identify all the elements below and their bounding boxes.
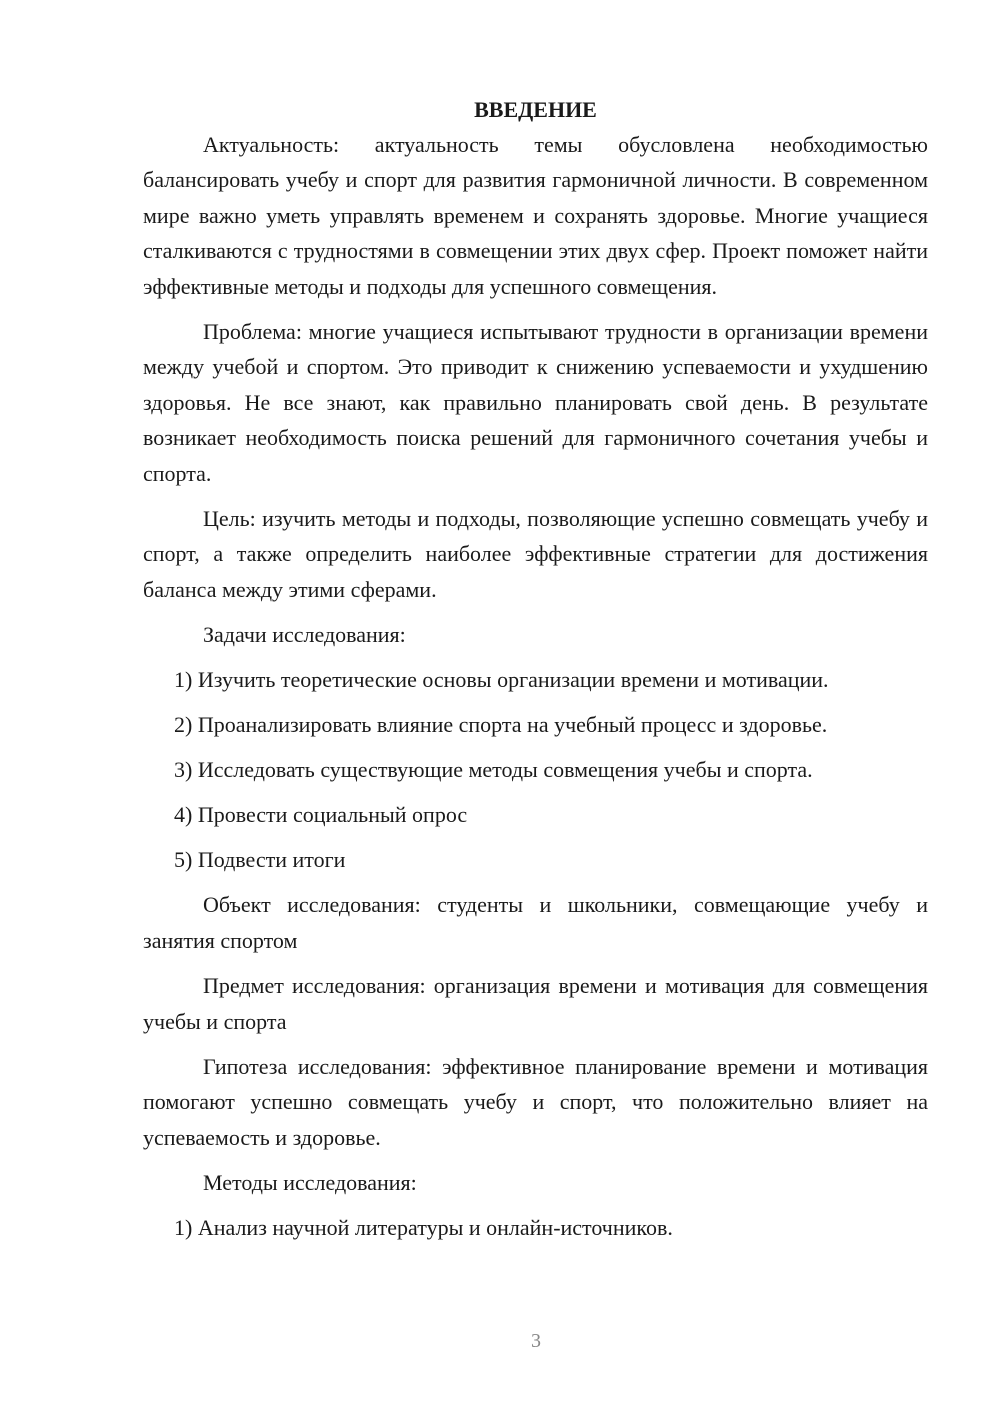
method-item-1: 1) Анализ научной литературы и онлайн-источников. (174, 1215, 673, 1241)
methods-label: Методы исследования: (203, 1170, 417, 1196)
object-paragraph: Объект исследования: студенты и школьники, совмещающие учебу и занятия спортом (143, 892, 928, 953)
problem-paragraph: Проблема: многие учащиеся испытывают трудности в организации времени между учебой и спортом. Это приводит к снижению успеваемости и ухудшению здоровья. Не все знают, как правильно планировать свой день. В результате возникает необходимость поиска решений для гармоничного сочетания учебы и спорта. (143, 319, 928, 486)
hypothesis-paragraph: Гипотеза исследования: эффективное планирование времени и мотивация помогают успешно совмещать учебу и спорт, что положительно влияет на успеваемость и здоровье. (143, 1053, 928, 1150)
task-item-4: 4) Провести социальный опрос (174, 802, 468, 828)
subject-paragraph: Предмет исследования: организация времени и мотивация для совмещения учебы и спорта (143, 973, 928, 1034)
page-title: ВВЕДЕНИЕ (474, 97, 597, 122)
task-item-5: 5) Подвести итоги (174, 847, 346, 873)
goal-paragraph: Цель: изучить методы и подходы, позволяющие успешно совмещать учебу и спорт, а также определить наиболее эффективные стратегии для достижения баланса между этими сферами. (143, 506, 928, 602)
task-item-2: 2) Проанализировать влияние спорта на учебный процесс и здоровье. (174, 712, 828, 738)
task-item-3: 3) Исследовать существующие методы совмещения учебы и спорта. (174, 757, 813, 783)
task-item-1: 1) Изучить теоретические основы организации времени и мотивации. (174, 667, 829, 693)
page-number: 3 (531, 1330, 541, 1352)
tasks-label: Задачи исследования: (203, 622, 406, 648)
document-page (143, 92, 928, 1255)
relevance-paragraph: Актуальность: актуальность темы обусловлена необходимостью балансировать учебу и спорт для развития гармоничной личности. В современном мире важно уметь управлять временем и сохранять здоровье. Многие учащиеся сталкиваются с трудностями в совмещении этих двух сфер. Проект поможет найти эффективные методы и подходы для успешного совмещения. (143, 132, 928, 299)
